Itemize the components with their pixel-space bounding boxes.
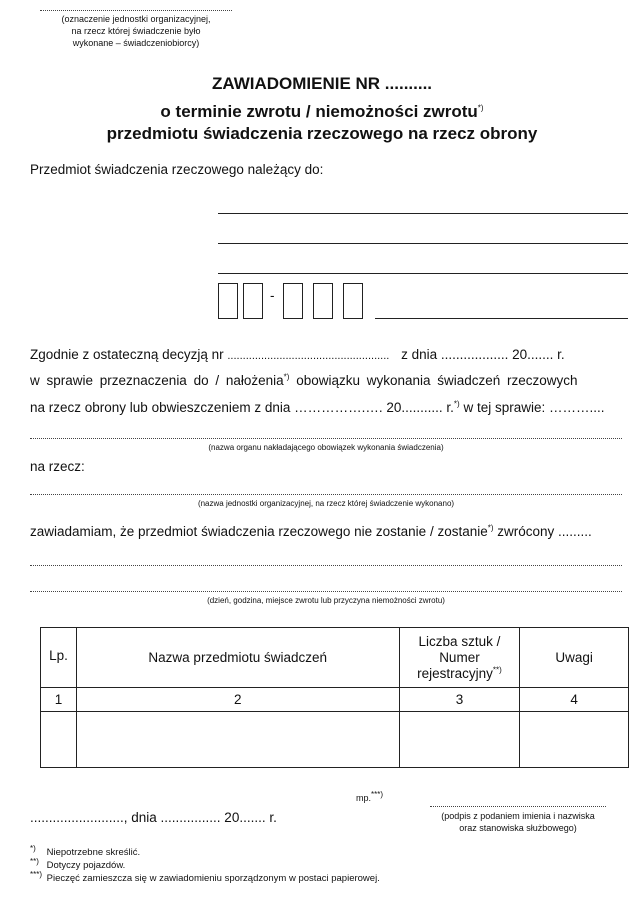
- owner-address-field[interactable]: [218, 243, 628, 244]
- footnote-text: Pieczęć zamieszcza się w zawiadomieniu sporządzonym w postaci papierowej.: [46, 873, 380, 884]
- city-field[interactable]: [375, 318, 628, 319]
- table-number-row: [41, 688, 629, 712]
- organ-name-field[interactable]: [30, 438, 622, 439]
- for-label: na rzecz:: [30, 459, 85, 474]
- document-title: [0, 74, 644, 94]
- column-number: 4: [520, 688, 629, 712]
- decision-date-field[interactable]: z dnia .................. 20....... r.: [401, 347, 565, 362]
- org-caption-line: wykonane – świadczeniobiorcy): [72, 38, 200, 48]
- org-caption-line: na rzecz której świadczenie było: [71, 26, 201, 36]
- header-count: [399, 628, 520, 688]
- place-date-field[interactable]: ........................., dnia ................ 20....... r.: [30, 810, 277, 825]
- table-row: [41, 712, 629, 768]
- table-cell[interactable]: [399, 712, 520, 768]
- title-footnote-mark: *): [477, 103, 484, 113]
- return-details-field[interactable]: zwrócony .........: [497, 524, 592, 539]
- table-cell[interactable]: [520, 712, 629, 768]
- footnote-mark: *): [453, 399, 460, 409]
- organ-caption: (nazwa organu nakładającego obowiązek wykonania świadczenia): [208, 443, 444, 452]
- header-lp: Lp.: [41, 628, 77, 688]
- notice-text: zawiadamiam, że przedmiot świadczenia rzeczowego nie zostanie / zostanie: [30, 524, 488, 539]
- notice-line: [30, 524, 626, 539]
- title-line-3: przedmiotu świadczenia rzeczowego na rzecz obrony: [106, 124, 538, 143]
- table-header-row: [41, 628, 629, 688]
- document-subtitle-2: [0, 124, 644, 144]
- column-number: 1: [41, 688, 77, 712]
- items-table: [40, 627, 629, 768]
- return-caption: (dzień, godzina, miejsce zwrotu lub przyczyna niemożności zwrotu): [207, 596, 445, 605]
- column-number: 2: [76, 688, 399, 712]
- decision-line-1: [30, 347, 626, 362]
- stamp-text: mp.: [356, 793, 372, 803]
- footnote-mark: ***): [371, 790, 384, 799]
- header-count-line: Numer: [439, 649, 480, 665]
- footnote: *) Niepotrzebne skreślić.: [30, 843, 141, 858]
- postal-code-digit-box[interactable]: [243, 283, 263, 319]
- table-cell[interactable]: [76, 712, 399, 768]
- header-count-line: [400, 666, 520, 682]
- unit-name-field[interactable]: [30, 494, 622, 495]
- signature-caption: [418, 810, 618, 834]
- column-number: 3: [399, 688, 520, 712]
- footnote-text: Dotyczy pojazdów.: [46, 860, 126, 871]
- header-count-line: Liczba sztuk /: [418, 633, 501, 649]
- org-caption-line: (oznaczenie jednostki organizacyjnej,: [61, 14, 211, 24]
- unit-caption: (nazwa jednostki organizacyjnej, na rzecz której świadczenie wykonano): [197, 499, 455, 508]
- title-line-2: o terminie zwrotu / niemożności zwrotu: [160, 102, 478, 121]
- owner-street-field[interactable]: [218, 273, 628, 274]
- footnote: **) Dotyczy pojazdów.: [30, 856, 126, 871]
- postal-code-digit-box[interactable]: [343, 283, 363, 319]
- stamp-label: [356, 792, 383, 804]
- footnote-mark: *): [487, 523, 494, 533]
- footnote: ***) Pieczęć zamieszcza się w zawiadomieniu sporządzonym w postaci papierowej.: [30, 869, 380, 884]
- header-count-text: rejestracyjny: [417, 665, 493, 681]
- decision-line-3: [30, 400, 626, 415]
- document-subtitle-1: [0, 102, 644, 122]
- decision-text: w sprawie przeznaczenia do / nałożenia: [30, 373, 284, 388]
- footnotes: [30, 843, 380, 885]
- postal-code-dash: -: [270, 288, 275, 303]
- decision-text: Zgodnie z ostateczną decyzją nr: [30, 347, 224, 362]
- postal-code-digit-box[interactable]: [283, 283, 303, 319]
- owner-label: Przedmiot świadczenia rzeczowego należący do:: [30, 162, 324, 177]
- decision-line-2: [30, 373, 626, 388]
- decision-text[interactable]: w tej sprawie: ………....: [463, 400, 605, 415]
- table-cell[interactable]: [41, 712, 77, 768]
- signature-caption-line: (podpis z podaniem imienia i nazwiska: [441, 811, 595, 821]
- decision-number-field[interactable]: .....................................................: [227, 350, 390, 362]
- signature-line[interactable]: [430, 806, 606, 807]
- footnote-mark: **): [492, 665, 502, 674]
- postal-code-digit-box[interactable]: [313, 283, 333, 319]
- footnote-mark: *): [283, 372, 290, 382]
- title-line-1: ZAWIADOMIENIE NR ..........: [211, 74, 433, 93]
- owner-name-field[interactable]: [218, 213, 628, 214]
- org-signature-line: [40, 10, 232, 11]
- footnote-text: Niepotrzebne skreślić.: [46, 847, 141, 858]
- return-details-line-2[interactable]: [30, 565, 622, 566]
- header-name: Nazwa przedmiotu świadczeń: [76, 628, 399, 688]
- announcement-date-field[interactable]: na rzecz obrony lub obwieszczeniem z dnia …………….…. 20........... r.: [30, 400, 454, 415]
- return-details-line-3[interactable]: [30, 591, 622, 592]
- postal-code-digit-box[interactable]: [218, 283, 238, 319]
- org-caption: [30, 13, 242, 49]
- signature-caption-line: oraz stanowiska służbowego): [459, 823, 577, 833]
- decision-text: obowiązku wykonania świadczeń rzeczowych: [296, 373, 578, 388]
- header-remarks: Uwagi: [520, 628, 629, 688]
